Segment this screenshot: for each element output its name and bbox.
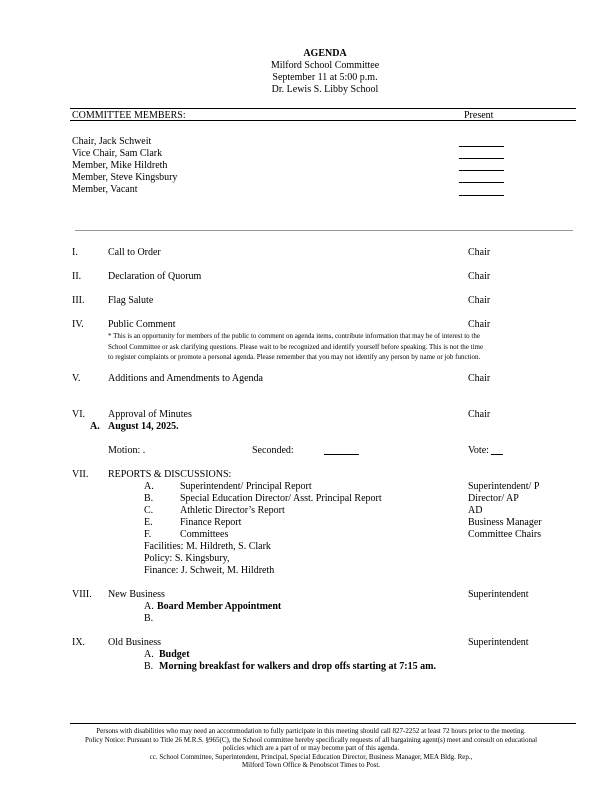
footer-rule xyxy=(70,723,576,724)
meeting-location: Dr. Lewis S. Libby School xyxy=(271,84,379,95)
report-letter: E. xyxy=(144,517,153,528)
present-blank-1 xyxy=(459,146,504,147)
present-blank-3 xyxy=(459,170,504,171)
item-number: VI. xyxy=(72,409,86,420)
item-title: Old Business xyxy=(108,637,162,648)
policy-notice-cont: policies which are a part of or may become part of this agenda. xyxy=(222,744,400,752)
report-text: Athletic Director’s Report xyxy=(180,505,285,516)
old-business-b-text: Morning breakfast for walkers and drop offs starting at 7:15 am. xyxy=(159,661,436,672)
new-business-a-letter: A. xyxy=(144,601,154,612)
vote-blank xyxy=(491,454,503,455)
member-vacant: Member, Vacant xyxy=(72,184,138,195)
report-letter: B. xyxy=(144,493,154,504)
present-blank-4 xyxy=(459,182,504,183)
report-letter: C. xyxy=(144,505,154,516)
item-title: Flag Salute xyxy=(108,295,154,306)
meeting-date: September 11 at 5:00 p.m. xyxy=(272,72,378,83)
committee-policy: Policy: S. Kingsbury, xyxy=(144,553,230,564)
item-number: VIII. xyxy=(72,589,92,600)
new-business-b-letter: B. xyxy=(144,613,154,624)
seconded-label: Seconded: xyxy=(252,445,294,456)
members-heading: COMMITTEE MEMBERS: xyxy=(72,110,186,121)
new-business-a-text: Board Member Appointment xyxy=(157,601,282,612)
item-title: Call to Order xyxy=(108,247,161,258)
item-lead: Chair xyxy=(468,247,491,258)
public-comment-note-3: to register complaints or promote a personal agenda. Please remember that you may not identify any person by name or job function. xyxy=(108,353,481,361)
committee-finance: Finance: J. Schweit, M. Hildreth xyxy=(144,565,275,576)
present-blank-5 xyxy=(459,195,504,196)
agenda-title: AGENDA xyxy=(303,48,347,59)
public-comment-note-1: * This is an opportunity for members of the public to comment on agenda items, contribute information that may be of interest to the xyxy=(108,332,480,340)
members-top-rule xyxy=(70,108,576,109)
vote-label: Vote: xyxy=(468,445,489,456)
item-lead: Superintendent xyxy=(468,589,529,600)
item-lead: Chair xyxy=(468,409,491,420)
item-number: V. xyxy=(72,373,81,384)
report-lead: AD xyxy=(468,505,483,516)
report-lead: Business Manager xyxy=(468,517,542,528)
present-label: Present xyxy=(464,110,494,121)
member-vice-chair: Vice Chair, Sam Clark xyxy=(72,148,163,159)
item-title: New Business xyxy=(108,589,165,600)
item-title: Public Comment xyxy=(108,319,176,330)
item-lead: Chair xyxy=(468,295,491,306)
report-letter: F. xyxy=(144,529,152,540)
item-number: III. xyxy=(72,295,85,306)
minutes-sub-letter: A. xyxy=(90,421,100,432)
member-chair: Chair, Jack Schweit xyxy=(72,136,152,147)
item-title: Additions and Amendments to Agenda xyxy=(108,373,263,384)
public-comment-note-2: School Committee or ask clarifying questions. Please wait to be recognized and identify yourself before speaking. This is not the time xyxy=(108,342,484,351)
report-text: Finance Report xyxy=(180,517,242,528)
section-divider xyxy=(75,230,573,231)
report-lead: Director/ AP xyxy=(468,493,519,504)
item-title: REPORTS & DISCUSSIONS: xyxy=(108,469,232,480)
seconded-blank xyxy=(324,454,359,455)
policy-notice: Policy Notice: Pursuant to Title 26 M.R.S. §965(C), the School committee hereby specifically requests of all bargaining agent(s) meet and consult on educational xyxy=(84,735,538,744)
report-lead: Superintendent/ P xyxy=(468,481,540,492)
present-blank-2 xyxy=(459,158,504,159)
item-lead: Chair xyxy=(468,271,491,282)
item-number: I. xyxy=(72,247,78,258)
item-number: II. xyxy=(72,271,82,282)
item-title: Approval of Minutes xyxy=(108,409,192,420)
org-name: Milford School Committee xyxy=(270,60,380,71)
old-business-b-letter: B. xyxy=(144,661,154,672)
cc-list: cc. School Committee, Superintendent, Principal, Special Education Director, Business Manager, MEA Bldg. Rep., xyxy=(149,752,473,761)
motion-label: Motion: . xyxy=(108,445,146,456)
item-number: IV. xyxy=(72,319,84,330)
report-text: Superintendent/ Principal Report xyxy=(180,481,312,492)
item-lead: Superintendent xyxy=(468,637,529,648)
committee-facilities: Facilities: M. Hildreth, S. Clark xyxy=(144,541,271,552)
item-number: VII. xyxy=(72,469,89,480)
item-lead: Chair xyxy=(468,319,491,330)
accessibility-notice: Persons with disabilities who may need an accommodation to fully participate in this meeting should call 827-2252 at least 72 hours prior to the meeting. xyxy=(96,727,526,735)
old-business-a-text: Budget xyxy=(159,649,190,660)
report-letter: A. xyxy=(144,481,154,492)
report-text: Committees xyxy=(180,529,229,540)
report-lead: Committee Chairs xyxy=(468,529,542,540)
minutes-date: August 14, 2025. xyxy=(108,421,179,432)
report-text: Special Education Director/ Asst. Principal Report xyxy=(180,493,382,504)
item-title: Declaration of Quorum xyxy=(108,271,202,282)
item-lead: Chair xyxy=(468,373,491,384)
old-business-a-letter: A. xyxy=(144,649,154,660)
members-bottom-rule xyxy=(70,120,576,121)
cc-list-cont: Milford Town Office & Penobscot Times to Post. xyxy=(241,761,381,769)
member-kingsbury: Member, Steve Kingsbury xyxy=(72,172,178,183)
member-hildreth: Member, Mike Hildreth xyxy=(72,160,168,171)
item-number: IX. xyxy=(72,637,86,648)
